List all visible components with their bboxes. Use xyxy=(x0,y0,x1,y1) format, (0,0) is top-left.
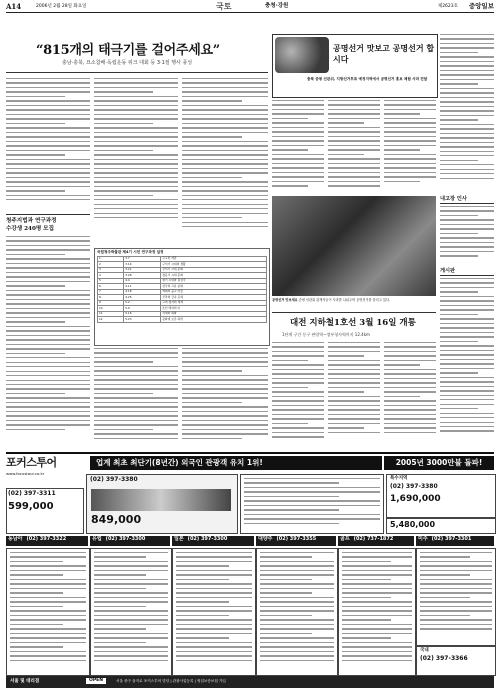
region-tab[interactable] xyxy=(90,536,170,546)
region-tab[interactable] xyxy=(256,536,336,546)
main-subheadline: 충남·충북, 묘소참배·독립운동 위크 대회 등 3·1절 행사 풍성 xyxy=(62,60,193,66)
table-cell: 6 xyxy=(98,284,124,290)
feature-title: 공명선거 맛보고 공명선거 합시다 xyxy=(333,43,435,64)
table-cell: 신라의 금속 공예 xyxy=(161,295,267,301)
table-cell: 청동기 시대 문화 xyxy=(161,273,267,279)
ad-banner: 업계 최초 최단기(8년간) 외국인 관광객 유치 1위! xyxy=(90,456,382,470)
article-column xyxy=(440,34,494,190)
table-cell: 4 xyxy=(98,273,124,279)
schedule-table-box xyxy=(94,248,270,346)
table-cell: 조선 백자의 미 xyxy=(161,306,267,312)
table-cell: 4.11 xyxy=(124,284,161,290)
region-name: 일본 xyxy=(174,536,184,542)
schedule-table xyxy=(97,256,267,323)
ad-photo xyxy=(91,489,231,511)
ad-block-japan[interactable] xyxy=(172,548,256,676)
ad-divider xyxy=(6,452,494,454)
section-name: 충청·강원 xyxy=(265,3,289,9)
ad-phone-sub: (02) 397-3380 xyxy=(90,476,138,483)
ad-block-europe[interactable] xyxy=(90,548,172,676)
ad-cell-special[interactable] xyxy=(386,474,496,518)
page-header xyxy=(6,2,494,13)
table-cell: 3.21 xyxy=(124,267,161,273)
ad-list xyxy=(244,478,380,530)
photo-caption-label: 공명선거 맛보세요 xyxy=(272,298,298,302)
ad-domestic-phone: (02) 397-3366 xyxy=(420,655,468,663)
table-cell: 12 xyxy=(98,317,124,323)
ad-price-d: 5,480,000 xyxy=(390,520,436,529)
table-cell: 5.9 xyxy=(124,306,161,312)
article-column xyxy=(94,348,178,448)
article-column xyxy=(384,342,436,448)
main-headline: “815개의 태극기를 걸어주세요” xyxy=(36,43,220,58)
table-cell: 고고학 개관 xyxy=(161,256,267,262)
article-column xyxy=(182,348,268,448)
ad-block-domestic[interactable] xyxy=(416,646,496,676)
region-phone: (02) 397-3355 xyxy=(276,536,317,542)
ad-phone-main: (02) 397-3311 xyxy=(8,490,56,497)
ad-banner-right: 2005년 3000만불 돌파! xyxy=(384,456,494,470)
ad-list xyxy=(260,552,334,670)
ad-list xyxy=(176,552,252,670)
ad-block-asia[interactable] xyxy=(6,548,90,676)
footer-text: 서울 중구 을지로 포커스투어 빌딩 | 관광사업등록 | 영업보증보험 가입 xyxy=(116,679,226,683)
ad-cell-feature[interactable] xyxy=(86,474,238,534)
region-tab[interactable] xyxy=(172,536,254,546)
feature-subtitle: 충북 증평 선관위, 지방선거투표 예정지역에서 공명선거 홍보 체험 사과 전달 xyxy=(307,77,428,81)
ad-special-title: 특수지역 xyxy=(390,476,408,481)
table-cell: 3 xyxy=(98,267,124,273)
footer-branch: 서울 및 대리점 xyxy=(10,679,40,684)
ad-list xyxy=(94,552,168,670)
region-tab[interactable] xyxy=(416,536,494,546)
ad-block-golf[interactable] xyxy=(338,548,416,676)
agency-logo-box xyxy=(6,456,86,486)
region-name: 미주 xyxy=(418,536,428,542)
ad-domestic-title: 국내 xyxy=(420,648,429,653)
table-cell: 3.28 xyxy=(124,273,161,279)
ad-footer xyxy=(6,676,494,688)
section-logo: 국토 xyxy=(216,1,232,11)
table-cell: 5 xyxy=(98,278,124,284)
article-column xyxy=(6,78,90,210)
footer-open-badge: OPEN xyxy=(86,678,106,684)
table-cell: 1 xyxy=(98,256,124,262)
article-column xyxy=(272,342,324,448)
table-cell: 5.23 xyxy=(124,317,161,323)
issue-number: 제2623호 xyxy=(437,4,458,9)
article-column xyxy=(6,236,90,448)
story-subtitle: 수강생 240명 모집 xyxy=(6,226,54,232)
table-cell: 삼국의 고분 문화 xyxy=(161,284,267,290)
ad-price-a: 599,000 xyxy=(8,501,54,513)
article-column xyxy=(272,100,324,192)
region-name: 동남아 xyxy=(8,536,23,542)
region-tab[interactable] xyxy=(338,536,414,546)
table-cell: 백제의 불교 미술 xyxy=(161,289,267,295)
table-cell: 10 xyxy=(98,306,124,312)
apples-photo xyxy=(275,37,329,73)
photo-caption xyxy=(272,298,436,302)
notice-list xyxy=(440,206,494,264)
table-cell: 신석기 시대 문화 xyxy=(161,267,267,273)
article-column xyxy=(328,100,380,192)
table-cell: 철기 시대와 원삼국 xyxy=(161,278,267,284)
divider xyxy=(6,214,90,215)
ad-list xyxy=(342,552,412,670)
ad-special-phone: (02) 397-3380 xyxy=(390,483,438,491)
table-cell: 8 xyxy=(98,295,124,301)
divider xyxy=(272,312,436,313)
table-cell: 4.4 xyxy=(124,278,161,284)
news-photo xyxy=(272,196,436,296)
ad-cell-special-price[interactable] xyxy=(386,518,496,534)
table-cell: 구석기 시대의 생활 xyxy=(161,262,267,268)
board-title: 게시판 xyxy=(440,268,494,276)
feature-box xyxy=(272,34,438,98)
table-cell: 3.7 xyxy=(124,256,161,262)
notice-title: 내고장 인사 xyxy=(440,196,494,204)
ad-list xyxy=(10,552,86,670)
photo-caption-text: 증평 선관위 관계자들이 사과를 나눠주며 공명선거를 알리고 있다. xyxy=(298,298,391,302)
region-name: 골프 xyxy=(340,536,350,542)
region-name: 유럽 xyxy=(92,536,102,542)
article-column xyxy=(384,100,436,192)
ad-list xyxy=(420,552,492,640)
ad-price-b: 849,000 xyxy=(91,513,142,526)
ad-block-america[interactable] xyxy=(416,548,496,646)
page-number: A14 xyxy=(6,2,22,11)
table-cell: 2 xyxy=(98,262,124,268)
article-column xyxy=(182,78,268,242)
agency-name: 포커스투어 xyxy=(6,456,57,469)
ad-price-c: 1,690,000 xyxy=(390,494,441,505)
region-phone: (02) 397-3301 xyxy=(431,536,472,542)
table-cell: 7 xyxy=(98,289,124,295)
table-cell: 4.25 xyxy=(124,295,161,301)
table-cell: 5.2 xyxy=(124,300,161,306)
table-cell: 11 xyxy=(98,311,124,317)
subway-subheadline: 1단계 구간 동구 판암역∼정부청사역까지 12.4km xyxy=(282,332,370,337)
agency-url: www.focustour.co.kr xyxy=(6,470,45,476)
table-cell: 고려 청자의 세계 xyxy=(161,300,267,306)
table-row xyxy=(98,317,267,323)
region-phone: (02) 397-3300 xyxy=(105,536,146,542)
region-phone: (02) 397-3300 xyxy=(187,536,228,542)
issue-date: 2006년 2월 28일 화요일 xyxy=(36,4,87,9)
table-cell: 서예와 회화 xyxy=(161,311,267,317)
table-cell: 9 xyxy=(98,300,124,306)
story-title: 청주지법과 연구과정 xyxy=(6,218,57,224)
region-name: 대양주 xyxy=(258,536,273,542)
table-cell: 문화재 보존 과학 xyxy=(161,317,267,323)
table-cell: 5.16 xyxy=(124,311,161,317)
subway-headline: 대전 지하철1호선 3월 16일 개통 xyxy=(290,318,416,328)
region-tab[interactable] xyxy=(6,536,88,546)
region-phone: (02) 397-3322 xyxy=(26,536,67,542)
ad-block-oceania[interactable] xyxy=(256,548,338,676)
newspaper-name: 중앙일보 xyxy=(468,2,494,10)
table-title: 국립청주박물관 제4기 시민 연구과정 일정 xyxy=(97,250,164,254)
board-list xyxy=(440,278,494,448)
divider xyxy=(6,72,268,73)
table-cell: 3.14 xyxy=(124,262,161,268)
ad-cell-main[interactable] xyxy=(6,488,84,534)
ad-cell-list[interactable] xyxy=(240,474,384,534)
article-column xyxy=(328,342,380,448)
table-cell: 4.18 xyxy=(124,289,161,295)
article-column xyxy=(94,78,178,232)
region-phone: (02) 737-1872 xyxy=(353,536,394,542)
